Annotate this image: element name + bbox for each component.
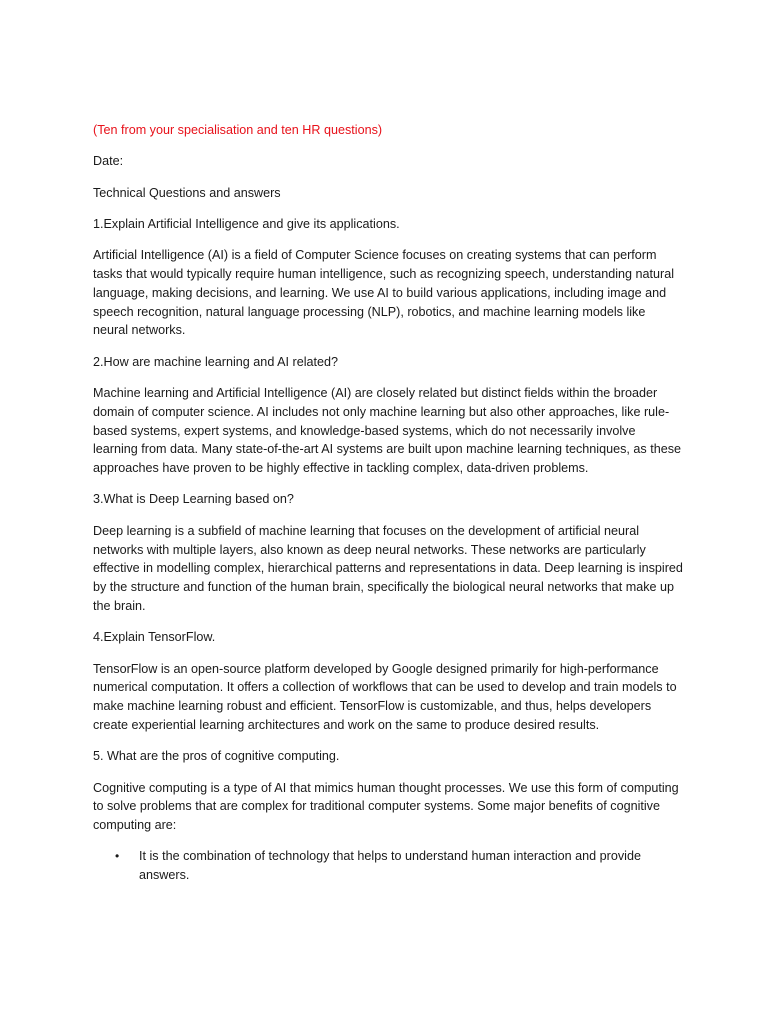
date-label: Date: bbox=[93, 154, 124, 169]
list-item bbox=[93, 847, 683, 885]
answer-4: TensorFlow is an open-source platform developed by Google designed primarily for high-performance numerical computation. It offers a collection of workflows that can be used to develop and train models to make machine learning robust and efficient. TensorFlow is customizable, and thus, helps developers create experiential learning architectures and work on the same to produce desired results. bbox=[93, 661, 677, 732]
question-1: 1.Explain Artificial Intelligence and give its applications. bbox=[93, 216, 400, 231]
instruction-text: (Ten from your specialisation and ten HR questions) bbox=[93, 123, 383, 137]
answer-2: Machine learning and Artificial Intelligence (AI) are closely related but distinct fields within the broader domain of computer science. AI includes not only machine learning but also other approaches, like rule-based systems, expert systems, and knowledge-based systems, which do not necessarily involve learning from data. Many state-of-the-art AI systems are built upon machine learning techniques, as these approaches have proven to be highly effective in tackling complex, data-driven problems. bbox=[93, 385, 682, 476]
benefits-list bbox=[93, 847, 683, 885]
answer-5: Cognitive computing is a type of AI that mimics human thought processes. We use this form of computing to solve problems that are complex for traditional computer systems. Some major benefits of cognitive computing are: bbox=[93, 780, 679, 833]
question-5: 5. What are the pros of cognitive computing. bbox=[93, 749, 340, 764]
bullet-icon: • bbox=[115, 849, 120, 864]
document-body bbox=[93, 121, 683, 885]
answer-3: Deep learning is a subfield of machine learning that focuses on the development of artificial neural networks with multiple layers, also known as deep neural networks. These networks are particularly effective in modelling complex, hierarchical patterns and representations in data. Deep learning is inspired by the structure and function of the human brain, specifically the biological neural networks that make up the brain. bbox=[93, 523, 683, 613]
answer-1: Artificial Intelligence (AI) is a field of Computer Science focuses on creating systems that can perform tasks that would typically require human intelligence, such as recognizing speech, understanding natural language, making decisions, and learning. We use AI to build various applications, including image and speech recognition, natural language processing (NLP), robotics, and machine learning models like neural networks. bbox=[93, 248, 675, 338]
list-item-text: It is the combination of technology that helps to understand human interaction and provide answers. bbox=[139, 849, 641, 883]
question-3: 3.What is Deep Learning based on? bbox=[93, 492, 294, 507]
section-title: Technical Questions and answers bbox=[93, 185, 281, 200]
question-4: 4.Explain TensorFlow. bbox=[93, 630, 216, 645]
question-2: 2.How are machine learning and AI related? bbox=[93, 354, 339, 369]
